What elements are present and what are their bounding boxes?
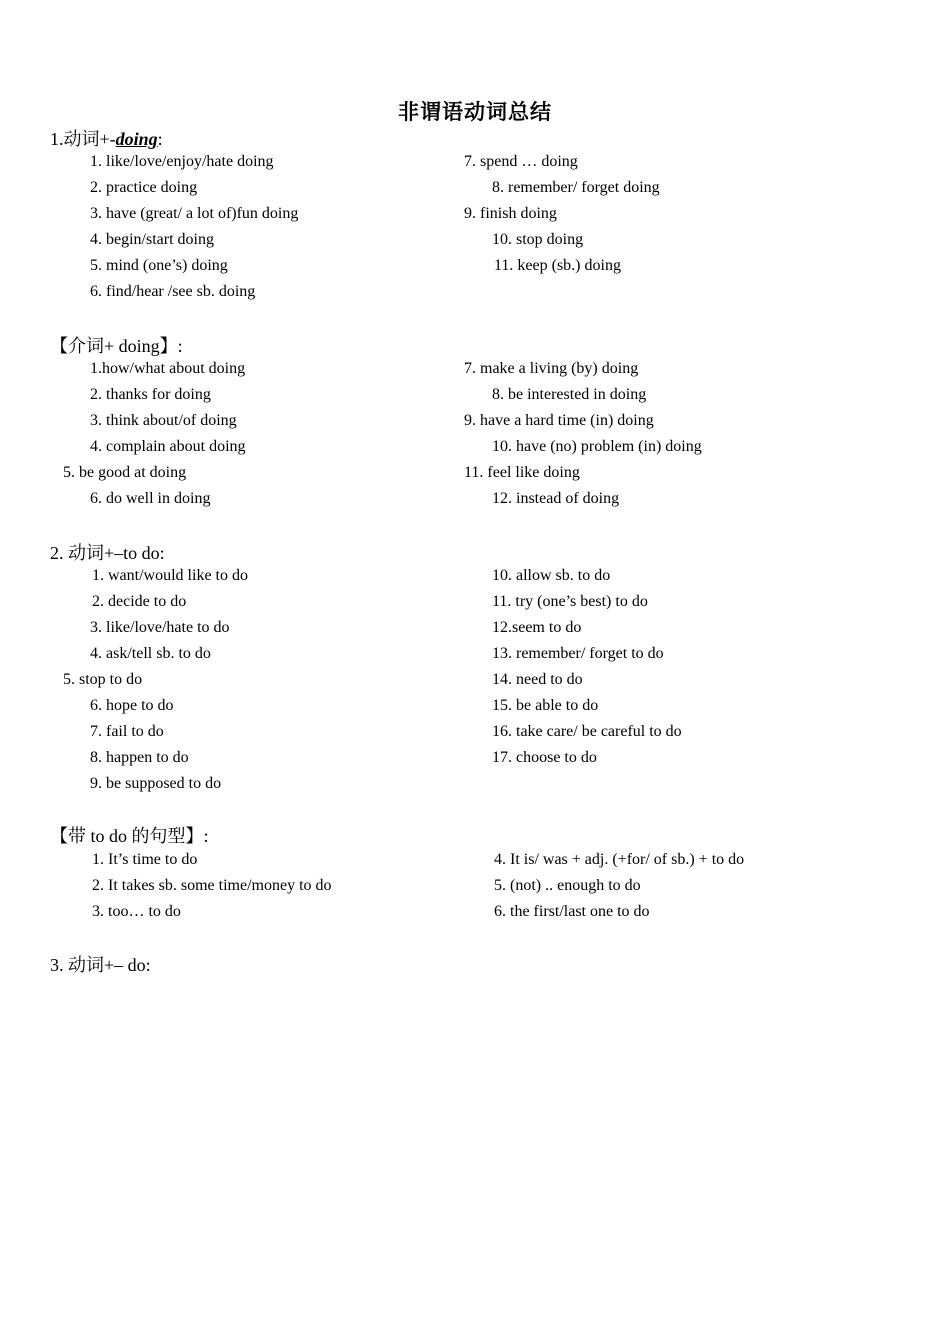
section-1-heading-suffix: : [157,129,163,149]
section-2-heading: 2. 动词+–to do: [50,543,165,563]
section-1-heading-emph: doing [115,129,158,149]
prep-right-item: 9. have a hard time (in) doing [464,412,654,429]
section-2-left-item: 3. like/love/hate to do [90,619,230,636]
section-2-left-item: 5. stop to do [63,671,143,688]
prep-left-item: 1.how/what about doing [90,360,246,377]
section-2-left-item: 4. ask/tell sb. to do [90,645,211,662]
section-1-right-item: 9. finish doing [464,205,557,222]
prep-right-item: 12. instead of doing [492,490,620,507]
section-2-left-item: 9. be supposed to do [90,775,222,792]
section-1-heading [50,125,163,151]
section-1-left-item: 5. mind (one’s) doing [90,257,228,274]
prep-doing-heading: 【介词+ doing】: [50,336,183,356]
section-1-right-item: 8. remember/ forget doing [492,179,660,196]
prep-right-item: 8. be interested in doing [492,386,647,403]
todo-right-item: 5. (not) .. enough to do [494,877,641,894]
prep-right-item: 7. make a living (by) doing [464,360,639,377]
section-2-left-item: 7. fail to do [90,723,164,740]
section-3-heading: 3. 动词+– do: [50,955,151,975]
prep-left-item: 3. think about/of doing [90,412,237,429]
todo-left-item: 3. too… to do [92,903,181,920]
section-2-right-item: 12.seem to do [492,619,582,636]
prep-left-item: 4. complain about doing [90,438,246,455]
section-2-left-item: 6. hope to do [90,697,174,714]
section-2-left-item: 2. decide to do [92,593,187,610]
section-1-left-item: 2. practice doing [90,179,198,196]
section-2-right-item: 11. try (one’s best) to do [492,593,648,610]
page-title: 非谓语动词总结 [398,100,552,124]
todo-left-item: 2. It takes sb. some time/money to do [92,877,332,894]
todo-right-item: 6. the first/last one to do [494,903,650,920]
section-1-right-item: 11. keep (sb.) doing [494,257,621,274]
prep-left-item: 2. thanks for doing [90,386,211,403]
section-1-left-item: 3. have (great/ a lot of)fun doing [90,205,299,222]
section-1-left-item: 6. find/hear /see sb. doing [90,283,256,300]
todo-right-item: 4. It is/ was + adj. (+for/ of sb.) + to do [494,851,745,868]
section-2-right-item: 17. choose to do [492,749,597,766]
section-1-heading-prefix: 1.动词+- [50,129,116,149]
section-1-right-item: 7. spend … doing [464,153,578,170]
todo-patterns-heading: 【带 to do 的句型】: [50,826,209,846]
todo-left-item: 1. It’s time to do [92,851,198,868]
section-2-left-item: 8. happen to do [90,749,189,766]
prep-right-item: 10. have (no) problem (in) doing [492,438,702,455]
section-1-left-item: 4. begin/start doing [90,231,214,248]
section-2-right-item: 15. be able to do [492,697,599,714]
prep-left-item: 5. be good at doing [63,464,187,481]
section-2-left-item: 1. want/would like to do [92,567,248,584]
prep-right-item: 11. feel like doing [464,464,580,481]
section-1-right-item: 10. stop doing [492,231,584,248]
section-2-right-item: 16. take care/ be careful to do [492,723,682,740]
section-2-right-item: 10. allow sb. to do [492,567,611,584]
section-2-right-item: 13. remember/ forget to do [492,645,664,662]
prep-left-item: 6. do well in doing [90,490,211,507]
section-2-right-item: 14. need to do [492,671,583,688]
section-1-left-item: 1. like/love/enjoy/hate doing [90,153,274,170]
